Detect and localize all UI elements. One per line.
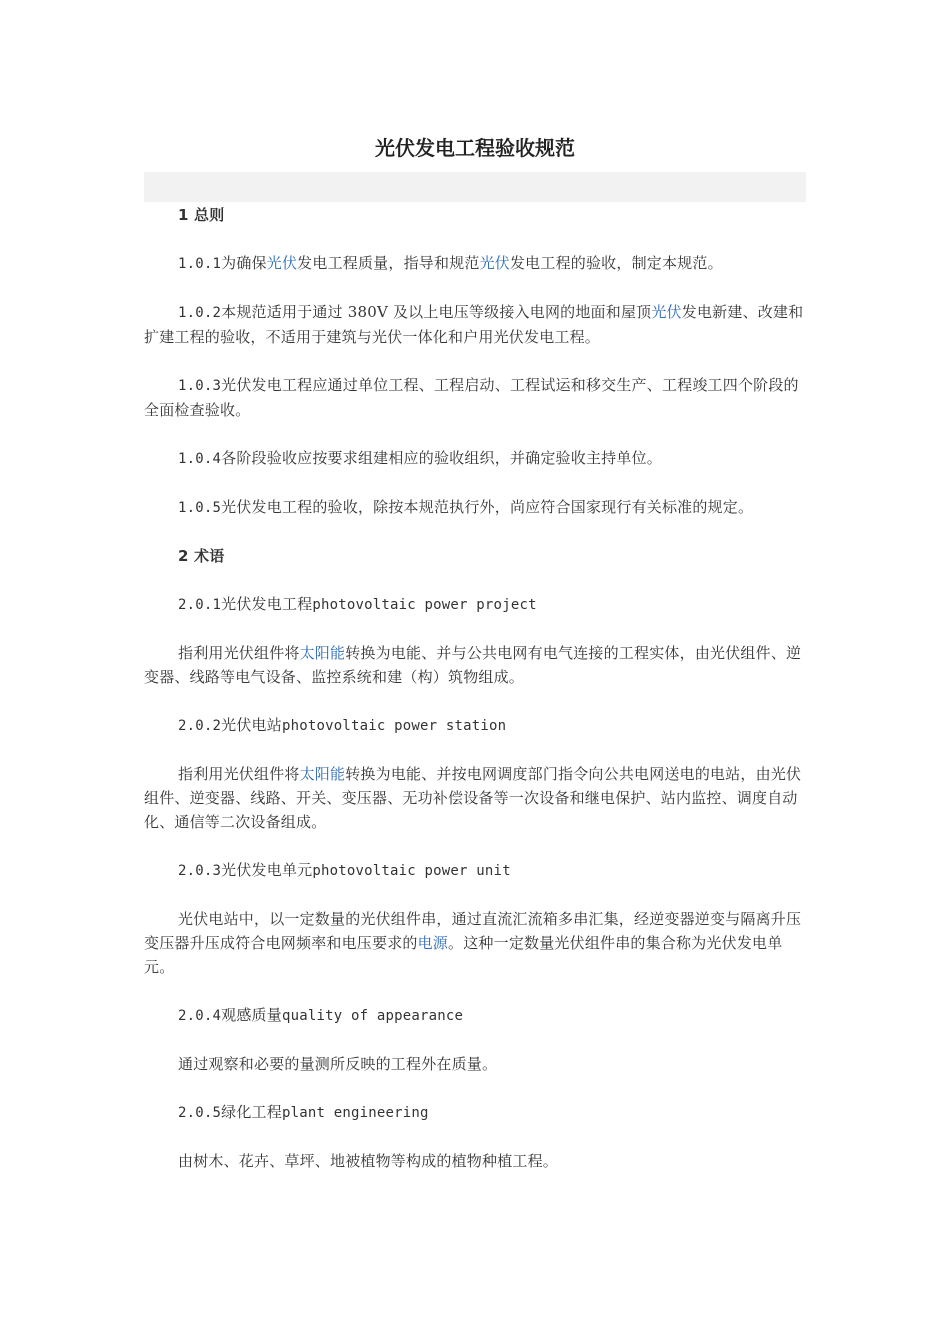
term-name: 观感质量 — [221, 1006, 282, 1024]
definition-text: 光伏电站中，以一定数量的光伏组件串，通过直流汇流箱多串汇集，经逆变器逆变与隔离升压变压器升压成符合电网频率和电压要求的 — [144, 910, 802, 952]
keyword-link[interactable]: 光伏 — [479, 254, 510, 272]
term-english: plant engineering — [281, 1105, 429, 1121]
definition-text: 。这种一定数量光伏组件串的集合称为光伏发电单元。 — [144, 934, 783, 976]
term-definition — [144, 907, 806, 979]
clause-1-0-2 — [144, 300, 806, 349]
keyword-link[interactable]: 光伏 — [651, 303, 682, 321]
clause-text: 光伏发电工程的验收，除按本规范执行外，尚应符合国家现行有关标准的规定。 — [221, 498, 754, 516]
clause-1-0-1 — [144, 251, 806, 276]
definition-text: 通过观察和必要的量测所反映的工程外在质量。 — [178, 1055, 498, 1073]
section-heading: 2 术语 — [178, 547, 225, 565]
clause-text: 为确保 — [221, 254, 267, 272]
clause-text: 本规范适用于通过 380V 及以上电压等级接入电网的地面和屋顶 — [221, 303, 652, 321]
clause-number: 1.0.3 — [178, 378, 222, 394]
term-name: 光伏电站 — [221, 716, 282, 734]
clause-number: 2.0.5 — [178, 1105, 222, 1121]
term-english: photovoltaic power unit — [312, 863, 511, 879]
clause-text: 光伏发电工程应通过单位工程、工程启动、工程试运和移交生产、工程竣工四个阶段的全面检查验收。 — [144, 376, 799, 419]
term-english: photovoltaic power station — [281, 718, 507, 734]
term-heading-2-0-4 — [144, 1003, 806, 1028]
term-definition — [144, 762, 806, 834]
term-definition — [144, 1149, 806, 1173]
term-name: 光伏发电单元 — [221, 861, 313, 879]
term-definition — [144, 1052, 806, 1076]
definition-text: 由树木、花卉、草坪、地被植物等构成的植物种植工程。 — [178, 1152, 559, 1170]
keyword-link[interactable]: 光伏 — [266, 254, 298, 272]
clause-number: 1.0.1 — [178, 256, 222, 272]
definition-text: 转换为电能、并与公共电网有电气连接的工程实体，由光伏组件、逆变器、线路等电气设备、监控系统和建（构）筑物组成。 — [144, 644, 802, 686]
definition-text: 转换为电能、并按电网调度部门指令向公共电网送电的电站，由光伏组件、逆变器、线路、开关、变压器、无功补偿设备等一次设备和继电保护、站内监控、调度自动化、通信等二次设备组成。 — [144, 765, 802, 831]
document-body — [144, 203, 806, 1197]
term-heading-2-0-1 — [144, 592, 806, 617]
term-name: 光伏发电工程 — [221, 595, 313, 613]
clause-number: 1.0.5 — [178, 500, 222, 516]
clause-1-0-3 — [144, 373, 806, 422]
clause-number: 2.0.3 — [178, 863, 222, 879]
section-heading: 1 总则 — [178, 206, 225, 224]
term-english: quality of appearance — [281, 1008, 464, 1024]
clause-text: 发电新建、改建和扩建工程的验收，不适用于建筑与光伏一体化和户用光伏发电工程。 — [144, 303, 804, 346]
keyword-link[interactable]: 太阳能 — [299, 644, 346, 662]
term-english: photovoltaic power project — [312, 597, 537, 613]
clause-1-0-5 — [144, 495, 806, 520]
keyword-link[interactable]: 电源 — [417, 934, 449, 952]
definition-text: 指利用光伏组件将 — [178, 644, 300, 662]
term-heading-2-0-3 — [144, 858, 806, 883]
clause-number: 2.0.2 — [178, 718, 222, 734]
term-definition — [144, 641, 806, 689]
clause-number: 2.0.4 — [178, 1008, 222, 1024]
clause-text: 发电工程质量，指导和规范 — [297, 254, 480, 272]
term-heading-2-0-2 — [144, 713, 806, 738]
definition-text: 指利用光伏组件将 — [178, 765, 300, 783]
term-name: 绿化工程 — [221, 1103, 282, 1121]
clause-1-0-4 — [144, 446, 806, 471]
clause-number: 1.0.4 — [178, 451, 222, 467]
term-heading-2-0-5 — [144, 1100, 806, 1125]
clause-number: 1.0.2 — [178, 305, 222, 321]
clause-text: 发电工程的验收，制定本规范。 — [509, 254, 723, 272]
clause-text: 各阶段验收应按要求组建相应的验收组织，并确定验收主持单位。 — [221, 449, 662, 467]
clause-number: 2.0.1 — [178, 597, 222, 613]
document-title: 光伏发电工程验收规范 — [375, 136, 575, 160]
keyword-link[interactable]: 太阳能 — [299, 765, 346, 783]
separator-bar — [144, 172, 806, 202]
